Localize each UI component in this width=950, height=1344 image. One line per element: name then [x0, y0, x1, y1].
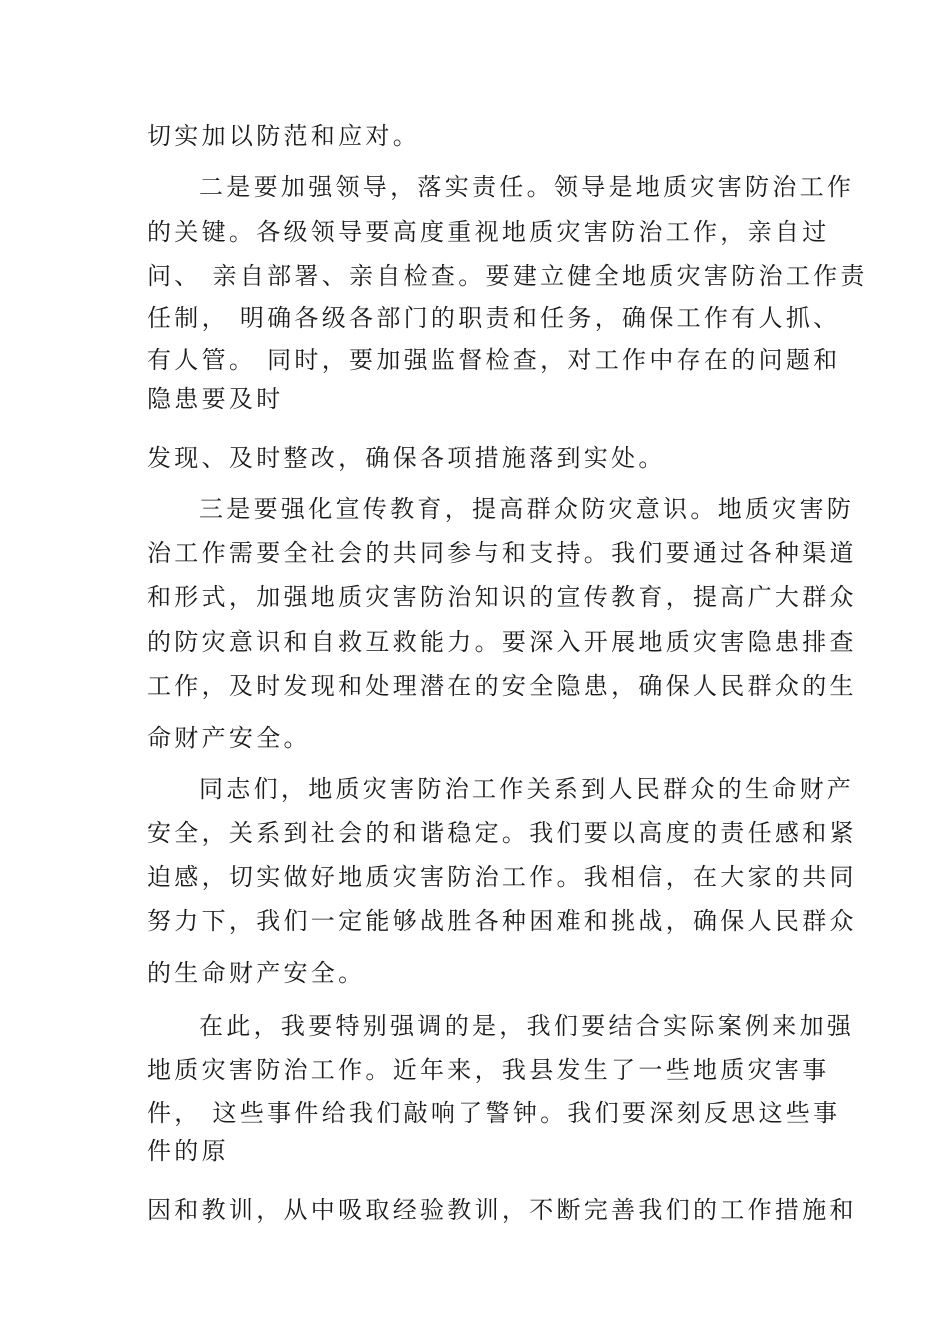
paragraph-start-line: 在此，我要特别强调的是，我们要结合实际案例来加强: [199, 1012, 855, 1040]
text-line: 迫感，切实做好地质灾害防治工作。我相信，在大家的共同: [147, 863, 857, 891]
text-line: 安全，关系到社会的和谐稳定。我们要以高度的责任感和紧: [147, 819, 857, 847]
text-line: 因和教训，从中吸取经验教训，不断完善我们的工作措施和: [147, 1196, 857, 1224]
text-line: 件的原: [147, 1137, 229, 1165]
text-line: 件， 这些事件给我们敲响了警钟。我们要深刻反思这些事: [147, 1099, 841, 1127]
text-line: 地质灾害防治工作。近年来，我县发生了一些地质灾害事: [147, 1056, 830, 1084]
text-line: 工作，及时发现和处理潜在的安全隐患，确保人民群众的生: [147, 672, 857, 700]
text-line: 任制， 明确各级各部门的职责和任务，确保工作有人抓、: [147, 304, 841, 332]
paragraph-start-line: 二是要加强领导，落实责任。领导是地质灾害防治工作: [199, 173, 855, 201]
text-line: 隐患要及时: [147, 385, 284, 413]
text-line: 的生命财产安全。: [147, 959, 366, 987]
text-line: 问、 亲自部署、亲自检查。要建立健全地质灾害防治工作责: [147, 262, 868, 290]
text-line: 努力下，我们一定能够战胜各种困难和挑战，确保人民群众: [147, 907, 857, 935]
text-line: 和形式，加强地质灾害防治知识的宣传教育，提高广大群众: [147, 583, 857, 611]
paragraph-start-line: 三是要强化宣传教育，提高群众防灾意识。地质灾害防: [199, 495, 855, 523]
text-line: 有人管。 同时，要加强监督检查，对工作中存在的问题和: [147, 346, 841, 374]
text-line: 治工作需要全社会的共同参与和支持。我们要通过各种渠道: [147, 539, 857, 567]
text-line: 发现、及时整改，确保各项措施落到实处。: [147, 444, 666, 472]
paragraph-start-line: 同志们，地质灾害防治工作关系到人民群众的生命财产: [199, 775, 855, 803]
text-line: 的防灾意识和自救互救能力。要深入开展地质灾害隐患排查: [147, 628, 857, 656]
text-line: 的关键。各级领导要高度重视地质灾害防治工作，亲自过: [147, 218, 830, 246]
text-line: 命财产安全。: [147, 724, 311, 752]
text-line: 切实加以防范和应对。: [147, 122, 420, 150]
